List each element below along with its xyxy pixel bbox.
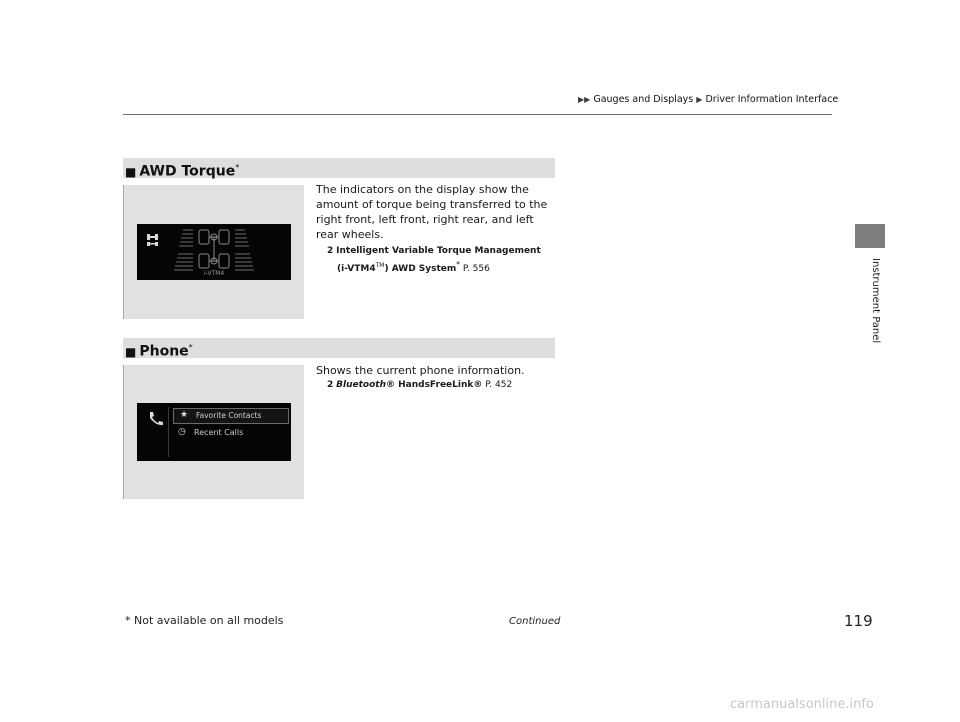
arrow-icon: ▶ (696, 95, 703, 104)
torque-indicator-left-rear (174, 254, 193, 270)
reference-arrow-icon: 2 (327, 380, 334, 390)
ivtm4-screen-label: i-VTM4 (204, 270, 225, 277)
drivetrain-diagram (199, 230, 229, 268)
star-icon: ★ (180, 410, 189, 420)
favorite-contacts-item[interactable] (173, 408, 289, 424)
breadcrumb-gauges[interactable]: Gauges and Displays (593, 94, 694, 105)
continued-label: Continued (509, 616, 561, 627)
phone-figure (123, 365, 304, 499)
phone-description: Shows the current phone information. (316, 364, 525, 377)
awd-cross-reference[interactable] (327, 244, 541, 276)
not-all-models-mark: * (235, 163, 240, 172)
reference-arrow-icon: 2 (327, 246, 334, 256)
page-number: 119 (844, 612, 873, 630)
awd-xref-title-b: ) AWD System (384, 264, 457, 274)
awd-xref-title-line1: Intelligent Variable Torque Management (336, 246, 541, 256)
torque-indicator-left-front (179, 230, 193, 246)
favorite-contacts-label: Favorite Contacts (196, 411, 262, 420)
phone-heading (123, 338, 555, 358)
trademark-mark: TM (375, 262, 385, 269)
header-rule (123, 114, 832, 115)
awd-display-screen (137, 224, 291, 280)
not-all-models-mark: * (188, 343, 193, 352)
phone-heading-text: Phone (139, 343, 189, 360)
awd-heading-text: AWD Torque (139, 163, 236, 180)
phone-display-screen (137, 403, 291, 461)
phone-xref-page: P. 452 (485, 380, 513, 390)
phone-cross-reference[interactable] (327, 378, 512, 392)
breadcrumb (578, 94, 838, 105)
phone-icon (146, 409, 166, 429)
awd-xref-title-a: (i-VTM4 (337, 264, 376, 274)
chapter-label: Instrument Panel (870, 258, 881, 344)
square-bullet-icon: ■ (125, 344, 137, 359)
torque-indicator-right-rear (235, 254, 254, 270)
history-icon: ◷ (178, 427, 186, 437)
square-bullet-icon: ■ (125, 164, 137, 179)
breadcrumb-driver-info[interactable]: Driver Information Interface (705, 94, 839, 105)
footnote: * Not available on all models (125, 614, 284, 627)
awd-xref-page: P. 556 (462, 264, 490, 274)
recent-calls-item[interactable]: Recent Calls (194, 428, 244, 437)
awd-icon (147, 234, 158, 246)
menu-divider (168, 407, 169, 457)
torque-indicator-right-front (235, 230, 249, 246)
phone-xref-bluetooth: Bluetooth (336, 380, 386, 390)
awd-figure (123, 185, 304, 319)
double-arrow-icon: ▶▶ (578, 95, 591, 104)
awd-xref-mark: * (456, 260, 461, 269)
awd-description: The indicators on the display show the amount of torque being transferred to the right front, left front, right rear, and left rear wheels. (316, 183, 548, 241)
phone-xref-title: ® HandsFreeLink® (385, 380, 483, 390)
chapter-tab[interactable] (855, 224, 885, 248)
watermark: carmanualsonline.info (730, 697, 874, 712)
awd-torque-heading (123, 158, 555, 178)
